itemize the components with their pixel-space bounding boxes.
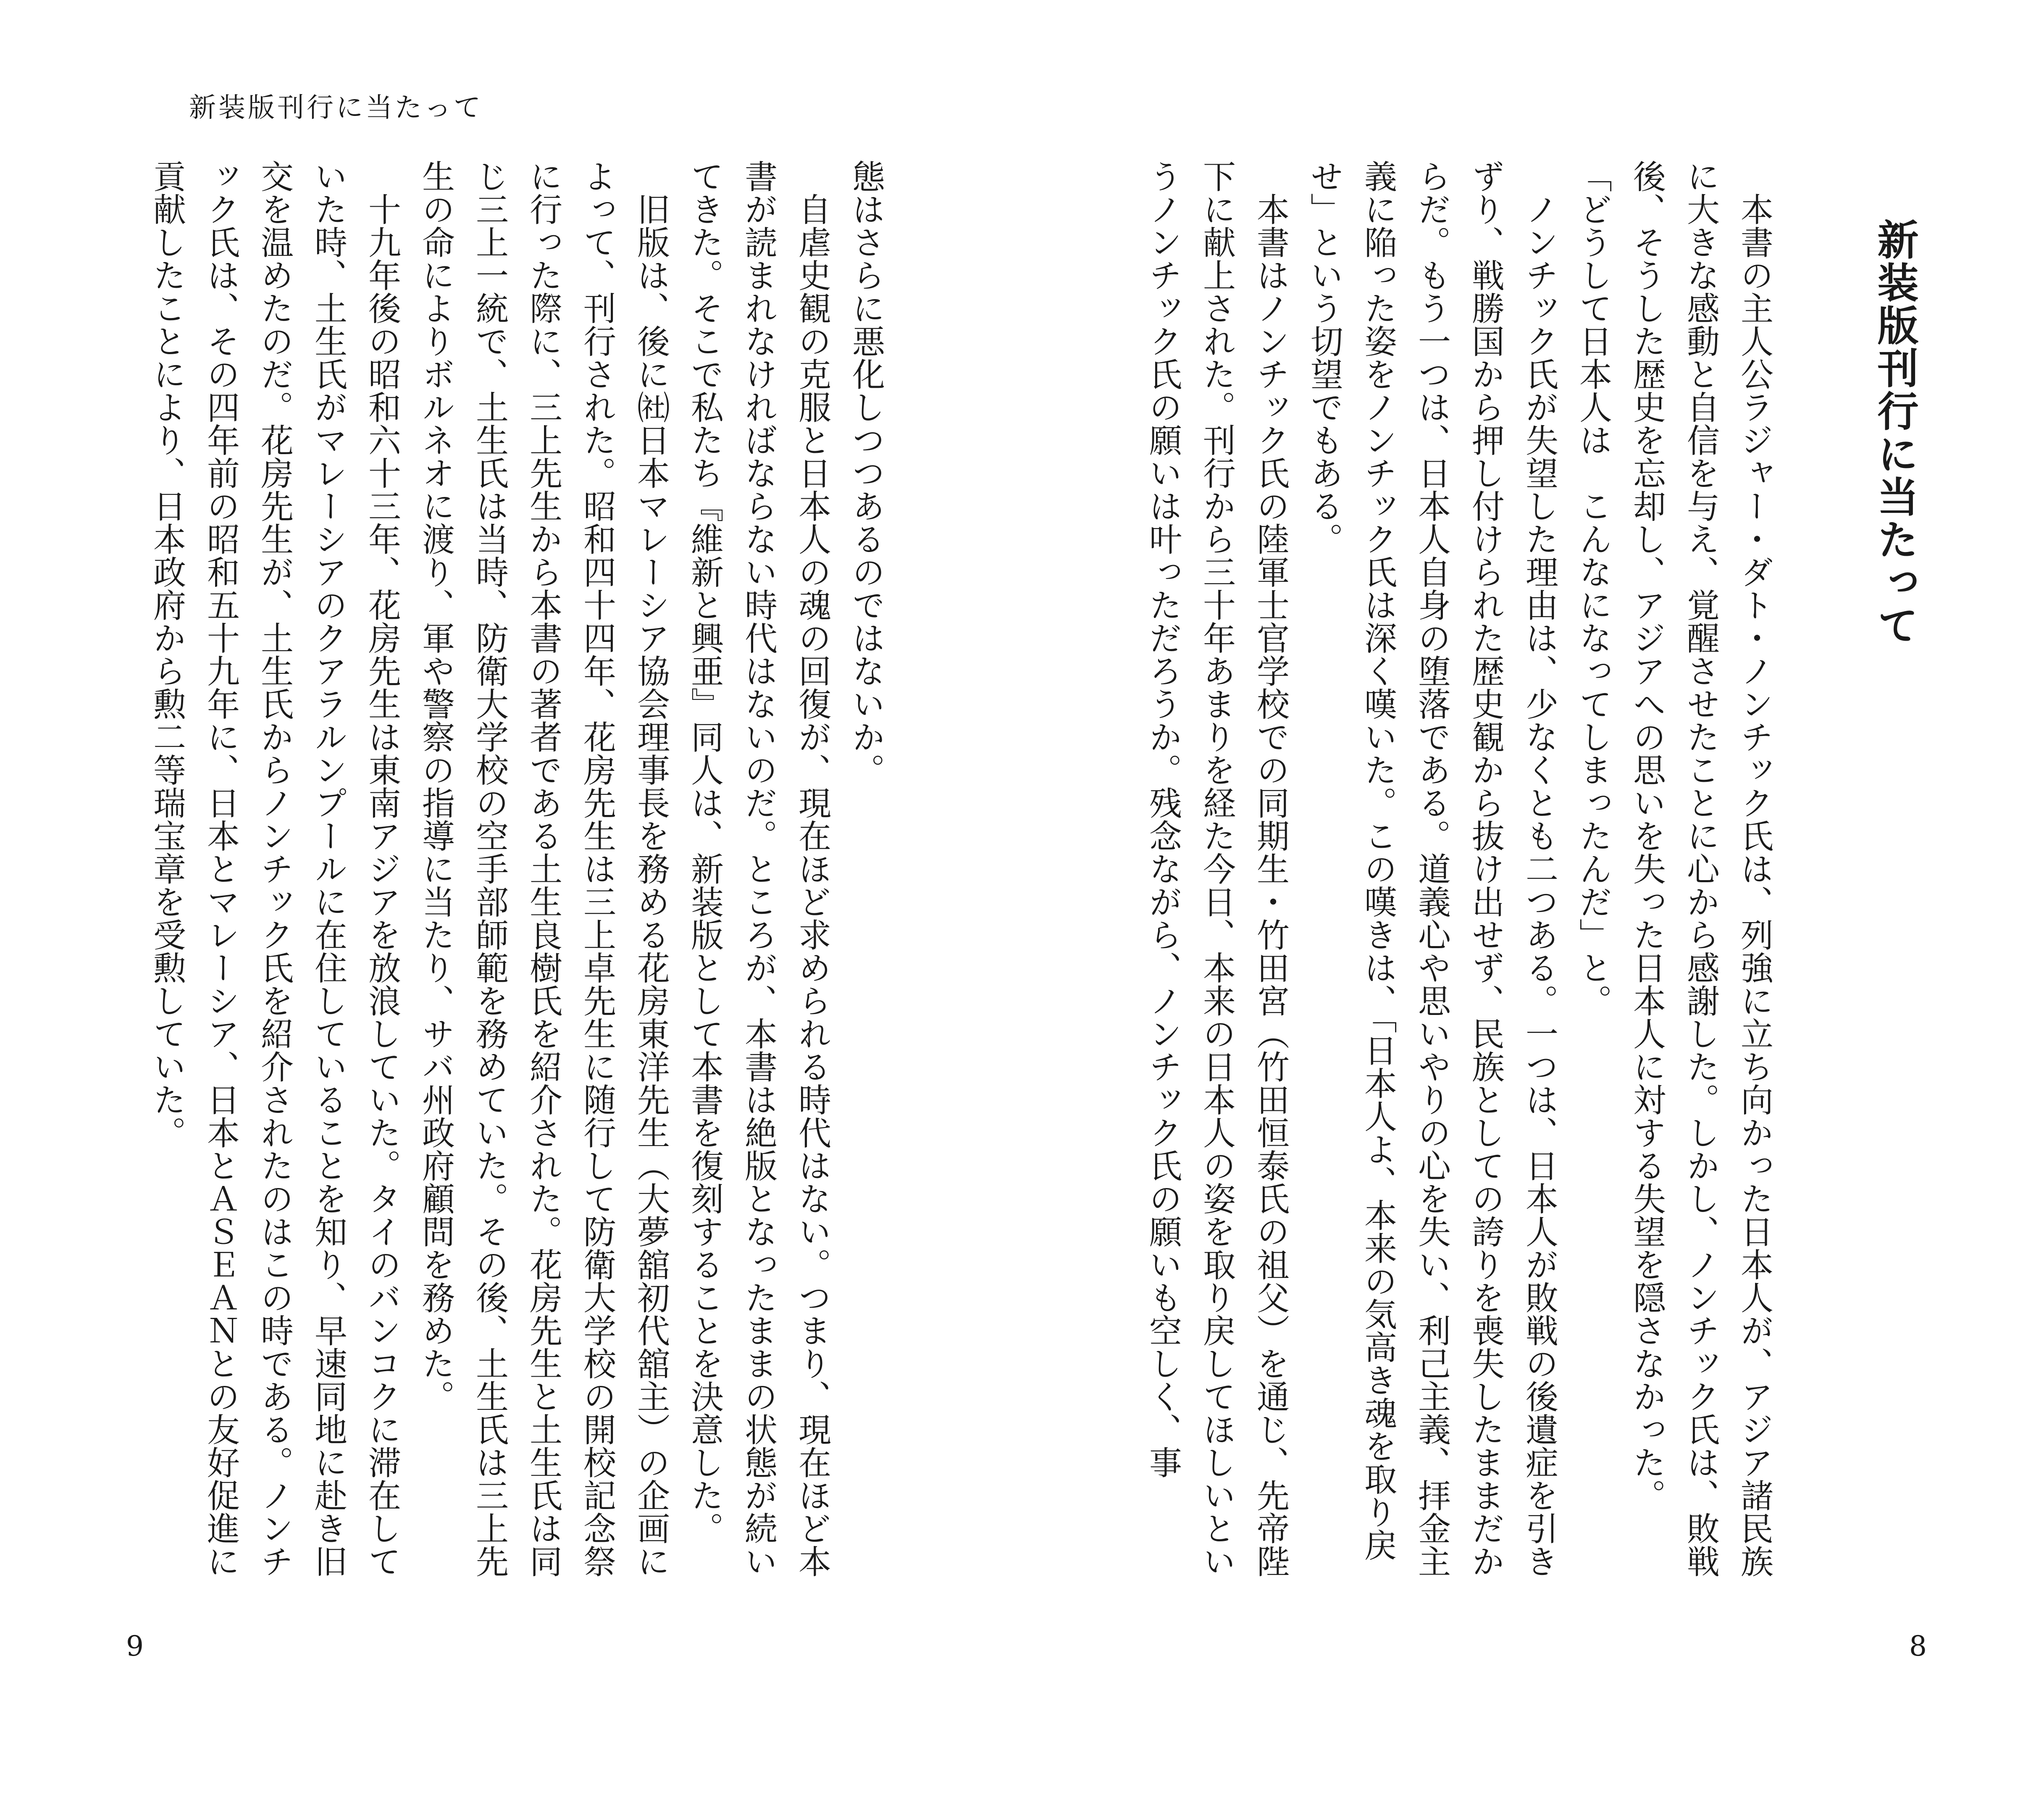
left-paragraph-3: 旧版は、後に㈳日本マレーシア協会理事長を務める花房東洋先生（大夢舘初代舘主）の企画によって、刊行された。昭和四十四年、花房先生は三上卓先生に随行して防衛大学校の開校記念祭に行った際に、三上先生から本書の著者である土生良樹氏を紹介された。花房先生と土生氏は同じ三上一統で、土生氏は当時、防衛大学校の空手部師範を務めていた。その後、土生氏は三上先生の命によりボルネオに渡り、軍や警察の指導に当たり、サバ州政府顧問を務めた。 <box>417 160 670 1578</box>
left-paragraph-2: 自虐史観の克服と日本人の魂の回復が、現在ほど求められる時代はない。つまり、現在ほど本書が読まれなければならない時代はないのだ。ところが、本書は絶版となったままの状態が続いてきた。そこで私たち『維新と興亜』同人は、新装版として本書を復刻することを決意した。 <box>686 160 831 1578</box>
right-page-body <box>1144 160 1781 1596</box>
right-paragraph-2: 「どうして日本人は こんなになってしまったんだ」と。 <box>1574 160 1612 1017</box>
running-head: 新装版刊行に当たって <box>189 92 483 124</box>
left-paragraph-4: 十九年後の昭和六十三年、花房先生は東南アジアを放浪していた。タイのバンコクに滞在していた時、土生氏がマレーシアのクアラルンプールに在住していることを知り、早速同地に赴き旧交を温めたのだ。花房先生が、土生氏からノンチック氏を紹介されたのはこの時である。ノンチック氏は、その四年前の昭和五十九年に、日本とマレーシア、日本とＡＳＥＡＮとの友好促進に貢献したことにより、日本政府から勲二等瑞宝章を受勲していた。 <box>148 160 401 1578</box>
right-paragraph-1: 本書の主人公ラジャー・ダト・ノンチック氏は、列強に立ち向かった日本人が、アジア諸民族に大きな感動と自信を与え、覚醒させたことに心から感謝した。しかし、ノンチック氏は、敗戦後、そうした歴史を忘却し、アジアへの思いを失った日本人に対する失望を隠さなかった。 <box>1628 160 1773 1578</box>
left-page-body <box>132 160 893 1596</box>
right-paragraph-3: ノンチック氏が失望した理由は、少なくとも二つある。一つは、日本人が敗戦の後遺症を引きずり、戦勝国から押し付けられた歴史観から抜け出せず、民族としての誇りを喪失したままだからだ。もう一つは、日本人自身の堕落である。道義心や思いやりの心を失い、利己主義、拝金主義に陥った姿をノンチック氏は深く嘆いた。この嘆きは、「日本人よ、本来の気高き魂を取り戻せ」という切望でもある。 <box>1305 160 1558 1578</box>
right-paragraph-4: 本書はノンチック氏の陸軍士官学校での同期生・竹田宮（竹田恒泰氏の祖父）を通じ、先帝陛下に献上された。刊行から三十年あまりを経た今日、本来の日本人の姿を取り戻してほしいというノンチック氏の願いは叶っただろうか。残念ながら、ノンチック氏の願いも空しく、事 <box>1144 160 1289 1578</box>
left-paragraph-1: 態はさらに悪化しつつあるのではないか。 <box>847 160 885 786</box>
page-number-right: 8 <box>1909 1630 1927 1662</box>
chapter-title: 新装版刊行に当たって <box>1871 218 1919 647</box>
page-number-left: 9 <box>126 1630 144 1662</box>
